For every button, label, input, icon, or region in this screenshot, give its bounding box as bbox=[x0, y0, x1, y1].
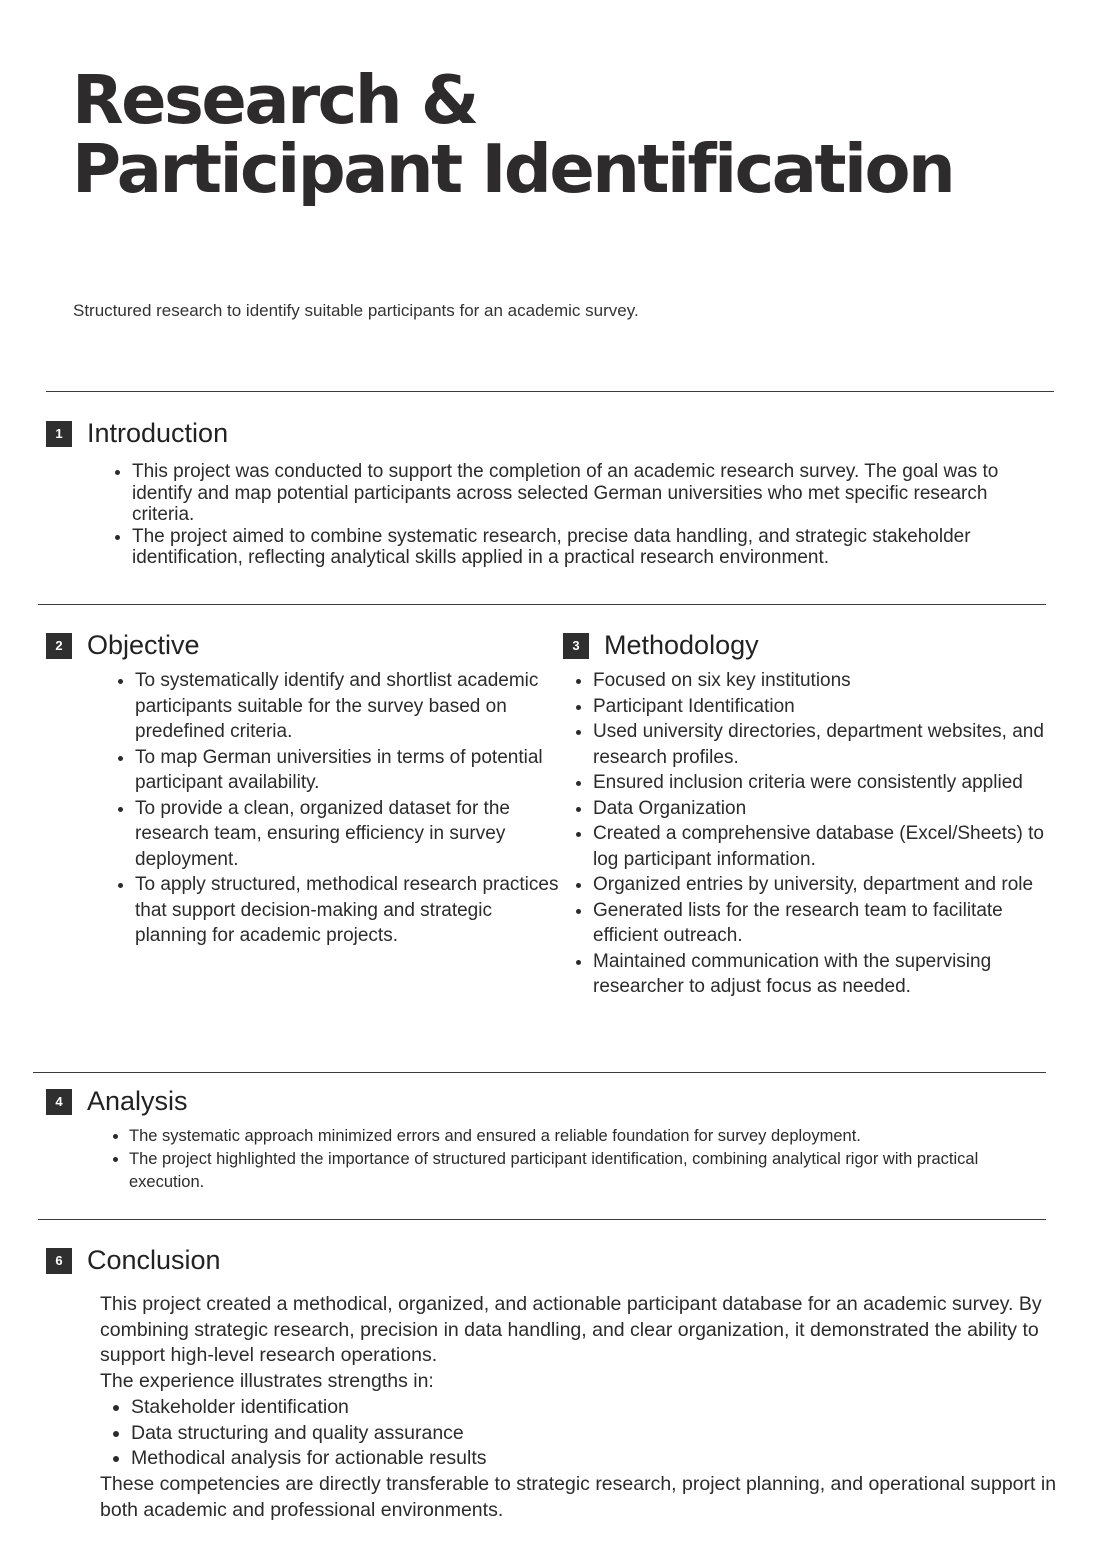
list-item: • Data structuring and quality assurance bbox=[131, 1421, 1080, 1447]
methodology-title: Methodology bbox=[604, 630, 759, 660]
list-item: • To map German universities in terms of potential participant availability. bbox=[135, 745, 563, 796]
list-item: • This project was conducted to support the completion of an academic research survey. The goal was to identify and map potential participants across selected German universities who met specific research criteria. bbox=[132, 461, 1032, 526]
page-subtitle: Structured research to identify suitable participants for an academic survey. bbox=[73, 301, 639, 320]
list-item: • The project aimed to combine systematic research, precise data handling, and strategic stakeholder identification, reflecting analytical skills applied in a practical research environment. bbox=[132, 526, 1032, 569]
list-item: • To provide a clean, organized dataset for the research team, ensuring efficiency in survey deployment. bbox=[135, 796, 563, 873]
list-item: • Data Organization bbox=[593, 796, 1073, 822]
conclusion-body bbox=[100, 1292, 1080, 1523]
conclusion-paragraph: The experience illustrates strengths in: bbox=[100, 1370, 434, 1393]
section-number-badge: 2 bbox=[46, 633, 72, 659]
section-number-badge: 6 bbox=[46, 1248, 72, 1274]
divider-4 bbox=[38, 1219, 1046, 1220]
list-item: • Maintained communication with the supervising researcher to adjust focus as needed. bbox=[593, 949, 1073, 1000]
list-item: • The systematic approach minimized errors and ensured a reliable foundation for survey deployment. bbox=[129, 1125, 1034, 1148]
list-item: • Organized entries by university, department and role bbox=[593, 872, 1073, 898]
list-item: • The project highlighted the importance of structured participant identification, combining analytical rigor with practical execution. bbox=[129, 1148, 1034, 1194]
conclusion-paragraph: These competencies are directly transferable to strategic research, project planning, and operational support in both academic and professional environments. bbox=[100, 1472, 1057, 1521]
conclusion-heading bbox=[46, 1245, 221, 1276]
methodology-heading bbox=[563, 630, 759, 661]
analysis-list bbox=[111, 1125, 1034, 1194]
objective-list bbox=[117, 668, 563, 949]
analysis-title: Analysis bbox=[87, 1086, 188, 1116]
page-title bbox=[72, 61, 954, 208]
list-item: • Created a comprehensive database (Excel/Sheets) to log participant information. bbox=[593, 821, 1073, 872]
list-item: • Generated lists for the research team to facilitate efficient outreach. bbox=[593, 898, 1073, 949]
conclusion-title: Conclusion bbox=[87, 1245, 221, 1275]
divider-1 bbox=[46, 391, 1054, 392]
methodology-list bbox=[575, 668, 1073, 1000]
objective-title: Objective bbox=[87, 630, 200, 660]
list-item: • Focused on six key institutions bbox=[593, 668, 1073, 694]
analysis-heading bbox=[46, 1086, 188, 1117]
title-line-1: Research & bbox=[72, 61, 477, 139]
introduction-title: Introduction bbox=[87, 418, 229, 448]
divider-2 bbox=[38, 604, 1046, 605]
list-item: • To apply structured, methodical research practices that support decision-making and strategic planning for academic projects. bbox=[135, 872, 563, 949]
section-number-badge: 4 bbox=[46, 1089, 72, 1115]
conclusion-paragraph: This project created a methodical, organized, and actionable participant database for an academic survey. By combining strategic research, precision in data handling, and clear organization, it demonstrated the ability to support high-level research operations. bbox=[100, 1293, 1042, 1367]
list-item: • Stakeholder identification bbox=[131, 1395, 1080, 1421]
list-item: • Ensured inclusion criteria were consistently applied bbox=[593, 770, 1073, 796]
title-line-2: Participant Identification bbox=[72, 130, 954, 208]
list-item: • To systematically identify and shortlist academic participants suitable for the survey based on predefined criteria. bbox=[135, 668, 563, 745]
list-item: • Used university directories, department websites, and research profiles. bbox=[593, 719, 1073, 770]
divider-3 bbox=[33, 1072, 1046, 1073]
list-item: • Participant Identification bbox=[593, 694, 1073, 720]
objective-heading bbox=[46, 630, 200, 661]
section-number-badge: 1 bbox=[46, 421, 72, 447]
conclusion-list bbox=[100, 1395, 1080, 1472]
list-item: • Methodical analysis for actionable results bbox=[131, 1446, 1080, 1472]
introduction-heading bbox=[46, 418, 228, 449]
section-number-badge: 3 bbox=[563, 633, 589, 659]
introduction-list bbox=[114, 461, 1032, 569]
